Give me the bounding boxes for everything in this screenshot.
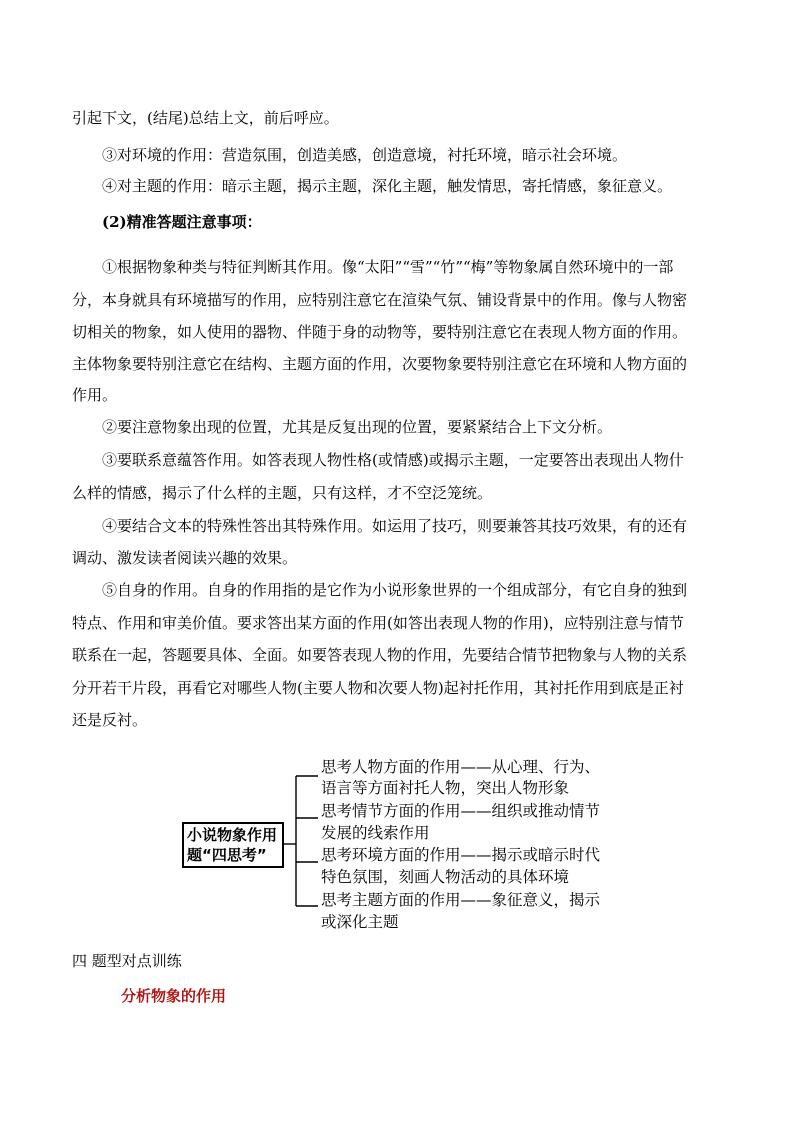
mindmap-branch-line: 思考主题方面的作用——象征意义，揭示 — [321, 891, 601, 909]
mindmap-branch-line: 语言等方面衬托人物，突出人物形象 — [321, 779, 570, 797]
paragraph-line: 还是反衬。 — [72, 711, 148, 729]
paragraph-line: 作用。 — [72, 386, 118, 404]
paragraph-line: ①根据物象种类与特征判断其作用。像“太阳”“雪”“竹”“梅”等物象属自然环境中的一部 — [102, 258, 674, 276]
paragraph-line: 引起下文，(结尾)总结上文，前后呼应。 — [72, 109, 339, 127]
paragraph-line: 主体物象要特别注意它在结构、主题方面的作用，次要物象要特别注意它在环境和人物方面的 — [72, 355, 688, 373]
paragraph-line: 调动、激发读者阅读兴趣的效果。 — [72, 549, 298, 567]
paragraph-line: 切相关的物象，如人使用的器物、伴随于身的动物等，要特别注意它在表现人物方面的作用。 — [72, 323, 688, 341]
mindmap-branch-line: 思考环境方面的作用——揭示或暗示时代 — [321, 846, 601, 864]
mindmap-root — [182, 822, 284, 868]
paragraph-line: ②要注意物象出现的位置，尤其是反复出现的位置，要紧紧结合上下文分析。 — [102, 418, 613, 436]
paragraph-line: 联系在一起，答题要具体、全面。如要答表现人物的作用，先要结合情节把物象与人物的关系 — [72, 646, 688, 664]
mindmap-root-line: 小说物象作用 — [187, 826, 278, 844]
paragraph-line: 分，本身就具有环境描写的作用，应特别注意它在渲染气氛、铺设背景中的作用。像与人物密 — [72, 291, 688, 309]
section-heading: 四 题型对点训练 — [72, 952, 182, 970]
paragraph-line: 特点、作用和审美价值。要求答出某方面的作用(如答出表现人物的作用)，应特别注意与情节 — [72, 614, 684, 632]
paragraph-line: ⑤自身的作用。自身的作用指的是它作为小说形象世界的一个组成部分，有它自身的独到 — [102, 581, 688, 599]
paragraph-line: 么样的情感，揭示了什么样的主题，只有这样，才不空泛笼统。 — [72, 484, 493, 502]
paragraph-line: ③对环境的作用：营造氛围，创造美感，创造意境，衬托环境，暗示社会环境。 — [102, 146, 628, 164]
paragraph-line: 分开若干片段，再看它对哪些人物(主要人物和次要人物)起衬托作用，其衬托作用到底是正衬 — [72, 679, 684, 697]
paragraph-line: ④对主题的作用：暗示主题，揭示主题，深化主题，触发情思，寄托情感，象征意义。 — [102, 177, 673, 195]
mindmap-branch-line: 思考情节方面的作用——组织或推动情节 — [321, 802, 601, 820]
mindmap-branch-line: 特色氛围，刻画人物活动的具体环境 — [321, 868, 570, 886]
subsection-heading: (2)精准答题注意事项： — [102, 213, 262, 231]
paragraph-line: ④要结合文本的特殊性答出其特殊作用。如运用了技巧，则要兼答其技巧效果，有的还有 — [102, 517, 688, 535]
mindmap-root-line: 题“四思考” — [187, 846, 267, 864]
paragraph-line: ③要联系意蕴答作用。如答表现人物性格(或情感)或揭示主题，一定要答出表现出人物什 — [102, 451, 684, 469]
mindmap-branch-line: 发展的线索作用 — [321, 824, 430, 842]
mindmap-branch-line: 思考人物方面的作用——从心理、行为、 — [321, 758, 601, 776]
practice-subheading: 分析物象的作用 — [121, 987, 227, 1005]
mindmap-branch-line: 或深化主题 — [321, 913, 399, 931]
